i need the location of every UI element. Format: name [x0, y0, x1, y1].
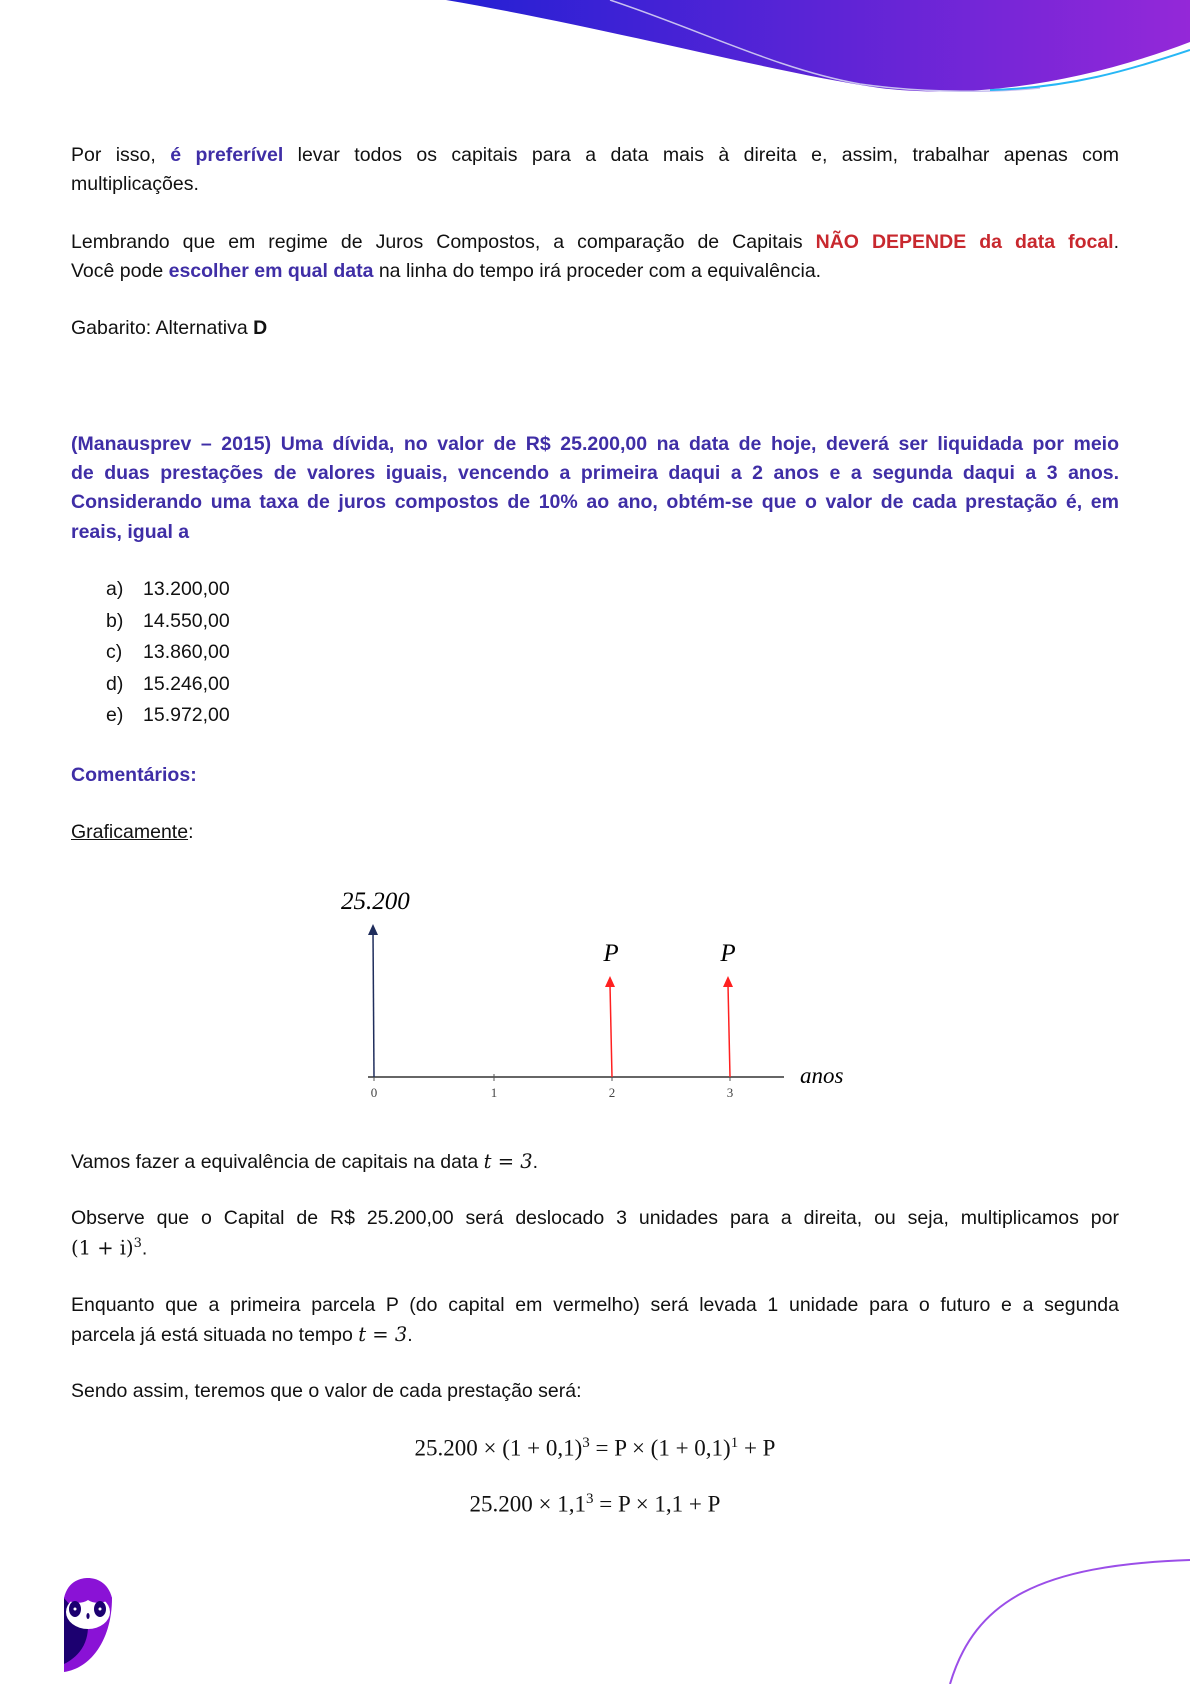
text: Por isso,: [71, 144, 171, 166]
tick-label: 2: [608, 1085, 616, 1100]
value-label: 25.200: [341, 888, 410, 915]
eq-part: + P: [738, 1435, 776, 1461]
text: levar todos os capitais para a data mais à direita e, assim, trabalhar apenas com: [283, 144, 1120, 166]
equation-1: [0, 1435, 1190, 1462]
eq-exponent: 1: [730, 1435, 739, 1451]
equation-2: [0, 1491, 1190, 1518]
paragraph-line: Enquanto que a primeira parcela P (do capital em vermelho) será levada 1 unidade para o futuro e a segunda: [71, 1294, 1119, 1316]
payment-arrow: [610, 985, 612, 1077]
text: Você pode: [71, 260, 169, 282]
inflow-arrowhead: [368, 924, 378, 935]
highlight-text: é preferível: [170, 144, 284, 166]
paragraph-line: multiplicações.: [71, 173, 199, 195]
inflow-arrow: [373, 932, 374, 1077]
math-inline: t = 3: [483, 1150, 533, 1173]
text: na linha do tempo irá proceder com a equivalência.: [373, 260, 822, 282]
eq-exponent: 3: [586, 1491, 594, 1507]
text: .: [1113, 231, 1120, 253]
eq-part: = P × (1 + 0,1): [589, 1435, 731, 1461]
text: .: [141, 1237, 148, 1260]
tick-label: 0: [370, 1085, 378, 1100]
option-letter: d): [106, 673, 124, 695]
payment-arrowhead: [605, 976, 615, 987]
highlight-text: escolher em qual data: [168, 260, 374, 282]
question-line: reais, igual a: [71, 521, 190, 543]
payment-label: P: [720, 940, 736, 967]
text: .: [532, 1151, 539, 1173]
payment-arrowhead: [723, 976, 733, 987]
eq-part: 25.200 × 1,1: [469, 1491, 587, 1517]
graficamente-text: Graficamente: [71, 821, 189, 843]
tick-label: 1: [490, 1085, 498, 1100]
paragraph-line: [71, 1150, 1119, 1174]
option-letter: e): [106, 704, 124, 726]
question-line: Considerando uma taxa de juros compostos de 10% ao ano, obtém-se que o valor de cada prestação é, em: [71, 491, 1119, 513]
math-inline: t = 3: [358, 1323, 408, 1346]
paragraph-line: [71, 1236, 1119, 1261]
eq-exponent: 3: [582, 1435, 590, 1451]
option-value: 13.860,00: [143, 641, 230, 663]
highlight-text: NÃO DEPENDE da data focal: [815, 231, 1114, 253]
text: .: [407, 1324, 413, 1346]
option-value: 15.972,00: [143, 704, 230, 726]
payment-label: P: [603, 940, 619, 967]
question-line: de duas prestações de valores iguais, vencendo a primeira daqui a 2 anos e a segunda daqui a 3 anos.: [71, 462, 1119, 484]
tick-label: 3: [726, 1085, 734, 1100]
paragraph-line: Sendo assim, teremos que o valor de cada prestação será:: [71, 1380, 582, 1402]
text: Vamos fazer a equivalência de capitais na data: [71, 1151, 484, 1173]
paragraph-line: Observe que o Capital de R$ 25.200,00 será deslocado 3 unidades para a direita, ou seja, multiplicamos por: [71, 1207, 1119, 1229]
axis-label: anos: [800, 1063, 844, 1088]
option-value: 15.246,00: [143, 673, 230, 695]
payment-arrow: [728, 985, 730, 1077]
eq-part: 25.200 × (1 + 0,1): [414, 1435, 583, 1461]
comentarios-heading: Comentários:: [71, 764, 197, 786]
option-value: 14.550,00: [143, 610, 230, 632]
option-letter: a): [106, 578, 124, 600]
text: Lembrando que em regime de Juros Compostos, a comparação de Capitais: [71, 231, 816, 253]
eq-part: = P × 1,1 + P: [593, 1491, 721, 1517]
math-exponent: 3: [133, 1236, 142, 1251]
option-value: 13.200,00: [143, 578, 230, 600]
question-line: (Manausprev – 2015) Uma dívida, no valor de R$ 25.200,00 na data de hoje, deverá ser liquidada por meio: [71, 433, 1119, 455]
gabarito-label: Gabarito: Alternativa: [71, 317, 254, 339]
text: parcela já está situada no tempo: [71, 1324, 359, 1346]
option-letter: b): [106, 610, 124, 632]
option-letter: c): [106, 641, 123, 663]
footer-curve-decoration: [0, 1540, 1190, 1684]
colon: :: [188, 821, 194, 843]
paragraph-line: [71, 1323, 1119, 1347]
math-inline: (1 + i): [71, 1236, 134, 1260]
gabarito-answer: D: [253, 317, 268, 339]
